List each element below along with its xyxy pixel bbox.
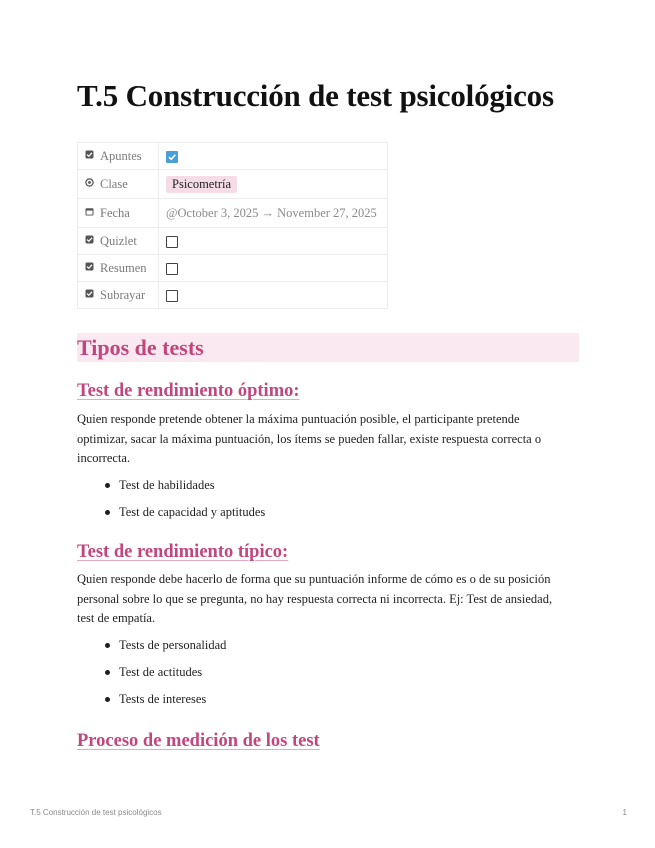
subheading-rendimiento-tipico: Test de rendimiento típico:	[77, 542, 289, 562]
property-label-quizlet: Quizlet	[100, 233, 137, 248]
calendar-property-icon	[85, 207, 94, 216]
property-value[interactable]	[159, 282, 388, 309]
list-rendimiento-tipico	[77, 632, 226, 713]
property-value[interactable]	[159, 170, 388, 199]
apuntes-checkbox[interactable]	[166, 151, 178, 163]
properties-table	[77, 142, 388, 309]
subrayar-checkbox[interactable]	[166, 290, 178, 302]
property-label-apuntes: Apuntes	[100, 148, 142, 163]
property-value[interactable]	[159, 228, 388, 255]
property-label-resumen: Resumen	[100, 260, 147, 275]
list-item: Tests de intereses	[77, 686, 226, 713]
list-item: Tests de personalidad	[77, 632, 226, 659]
checkbox-property-icon	[85, 262, 94, 271]
property-row-clase	[78, 170, 388, 199]
select-property-icon	[85, 178, 94, 187]
checkbox-property-icon	[85, 289, 94, 298]
resumen-checkbox[interactable]	[166, 263, 178, 275]
list-item: Test de habilidades	[77, 472, 265, 499]
property-value[interactable]	[159, 199, 388, 228]
property-row-resumen	[78, 255, 388, 282]
property-key	[78, 170, 159, 199]
quizlet-checkbox[interactable]	[166, 236, 178, 248]
property-row-fecha	[78, 199, 388, 228]
clase-tag[interactable]: Psicometría	[166, 176, 237, 193]
property-row-subrayar	[78, 282, 388, 309]
property-key	[78, 143, 159, 170]
subheading-proceso-medicion: Proceso de medición de los test	[77, 731, 320, 751]
section-heading: Tipos de tests	[77, 335, 204, 360]
list-item: Test de capacidad y aptitudes	[77, 499, 265, 526]
paragraph-rendimiento-optimo: Quien responde pretende obtener la máxima puntuación posible, el participante pretende optimizar, sacar la máxima puntuación, los ítems se pueden fallar, existe respuesta correcta o incorrecta.	[77, 412, 542, 465]
checkbox-property-icon	[85, 235, 94, 244]
property-key	[78, 199, 159, 228]
list-rendimiento-optimo	[77, 472, 265, 526]
property-label-fecha: Fecha	[100, 205, 130, 220]
property-key	[78, 255, 159, 282]
property-label-clase: Clase	[100, 176, 128, 191]
property-label-subrayar: Subrayar	[100, 287, 146, 302]
checkbox-property-icon	[85, 150, 94, 159]
property-key	[78, 282, 159, 309]
property-row-apuntes	[78, 143, 388, 170]
property-key	[78, 228, 159, 255]
paragraph-rendimiento-tipico: Quien responde debe hacerlo de forma que su puntuación informe de cómo es o de su posición personal sobre lo que se pregunta, no hay respuesta correcta ni incorrecta. Ej: Test de ansiedad, test de empatía.	[77, 572, 553, 625]
property-value[interactable]	[159, 143, 388, 170]
property-row-quizlet	[78, 228, 388, 255]
footer-document-title: T.5 Construcción de test psicológicos	[30, 808, 162, 817]
page-title: T.5 Construcción de test psicológicos	[77, 78, 554, 113]
subheading-rendimiento-optimo: Test de rendimiento óptimo:	[77, 381, 300, 401]
footer-page-number: 1	[622, 808, 627, 817]
property-value[interactable]	[159, 255, 388, 282]
list-item: Test de actitudes	[77, 659, 226, 686]
fecha-date-range[interactable]: @October 3, 2025 → November 27, 2025	[166, 205, 377, 220]
